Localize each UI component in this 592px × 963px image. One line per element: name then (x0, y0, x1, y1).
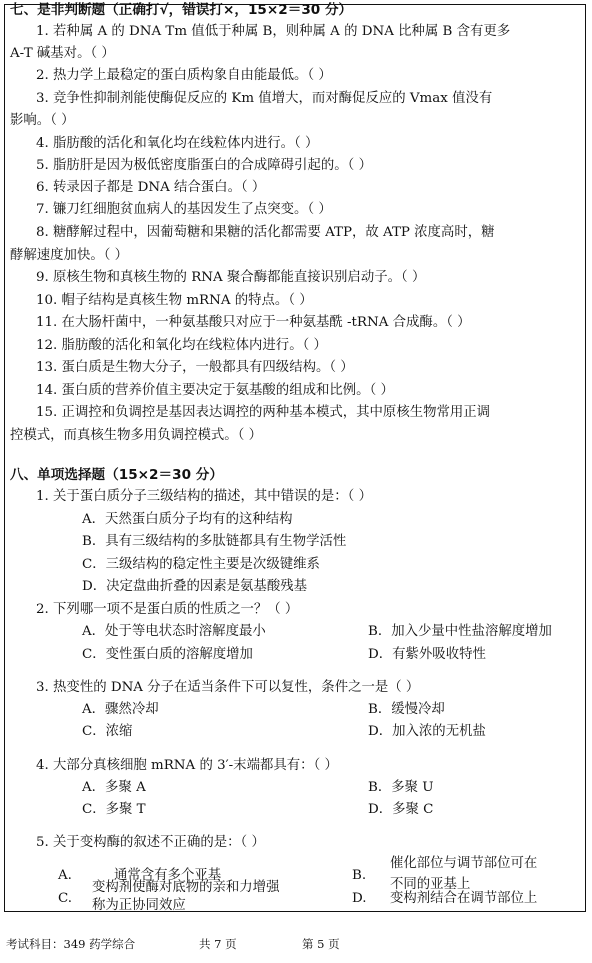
mc-q5-option-b-letter: B. (352, 868, 367, 883)
mc-q2-option-a: A．处于等电状态时溶解度最小 (82, 624, 266, 639)
tf-item-5: 5. 脂肪肝是因为极低密度脂蛋白的合成障碍引起的。（ ） (36, 158, 372, 173)
mc-q1-option-b: B．具有三级结构的多肽链都具有生物学活性 (82, 534, 347, 549)
mc-q4-option-d: D．多聚 C (368, 802, 434, 817)
tf-item-3-line-1: 3. 竞争性抑制剂能使酶促反应的 Km 值增大，而对酶促反应的 Vmax 值没有 (36, 91, 493, 106)
tf-item-12: 12. 脂肪酸的活化和氧化均在线粒体内进行。（ ） (36, 338, 327, 353)
tf-item-8-line-1: 8. 糖酵解过程中，因葡萄糖和果糖的活化都需要 ATP，故 ATP 浓度高时，糖 (36, 225, 495, 240)
mc-q5-option-a-text: 通常含有多个亚基 (114, 868, 222, 883)
tf-item-15-line-2: 控模式，而真核生物多用负调控模式。（ ） (10, 428, 262, 443)
mc-q3-option-c: C．浓缩 (82, 724, 133, 739)
mc-q2-option-c: C．变性蛋白质的溶解度增加 (82, 647, 253, 662)
mc-q1-option-c: C．三级结构的稳定性主要是次级键维系 (82, 557, 320, 572)
tf-item-1-line-2: A-T 碱基对。（ ） (10, 46, 115, 61)
mc-q5-option-b-text-2: 不同的亚基上 (390, 877, 471, 892)
mc-q5-option-c-text-2: 称为正协同效应 (92, 898, 186, 913)
tf-item-9: 9. 原核生物和真核生物的 RNA 聚合酶都能直接识别启动子。（ ） (36, 270, 426, 285)
mc-q3-stem: 3. 热变性的 DNA 分子在适当条件下可以复性，条件之一是（ ） (36, 680, 420, 695)
tf-item-11: 11. 在大肠杆菌中，一种氨基酸只对应于一种氨基酰 -tRNA 合成酶。（ ） (36, 315, 471, 330)
footer-page-number: 第 5 页 (302, 937, 340, 951)
section-8-title: 八、单项选择题（15×2＝30 分） (10, 467, 223, 483)
footer-total-pages: 共 7 页 (199, 937, 237, 951)
tf-item-8-line-2: 酵解速度加快。（ ） (10, 248, 129, 263)
tf-item-3-line-2: 影响。（ ） (10, 113, 75, 128)
mc-q5-stem: 5. 关于变构酶的叙述不正确的是：（ ） (36, 835, 265, 850)
mc-q4-stem: 4. 大部分真核细胞 mRNA 的 3′-末端都具有：（ ） (36, 758, 338, 773)
tf-item-2: 2. 热力学上最稳定的蛋白质构象自由能最低。（ ） (36, 68, 332, 83)
tf-item-1-line-1: 1. 若种属 A 的 DNA Tm 值低于种属 B，则种属 A 的 DNA 比种属 B 含有更多 (36, 24, 511, 39)
tf-item-7: 7. 镰刀红细胞贫血病人的基因发生了点突变。（ ） (36, 202, 332, 217)
mc-q3-option-d: D．加入浓的无机盐 (368, 724, 486, 739)
mc-q4-option-a: A．多聚 A (82, 780, 146, 795)
mc-q2-option-d: D．有紫外吸收特性 (368, 647, 486, 662)
mc-q4-option-c: C．多聚 T (82, 802, 146, 817)
tf-item-4: 4. 脂肪酸的活化和氧化均在线粒体内进行。（ ） (36, 136, 319, 151)
mc-q5-option-c-letter: C. (58, 891, 73, 906)
tf-item-14: 14. 蛋白质的营养价值主要决定于氨基酸的组成和比例。（ ） (36, 383, 394, 398)
mc-q1-stem: 1. 关于蛋白质分子三级结构的描述，其中错误的是：（ ） (36, 489, 372, 504)
tf-item-10: 10. 帽子结构是真核生物 mRNA 的特点。（ ） (36, 293, 313, 308)
mc-q1-option-d: D．决定盘曲折叠的因素是氨基酸残基 (82, 579, 307, 594)
footer-subject: 考试科目：349 药学综合 (6, 937, 136, 951)
tf-item-13: 13. 蛋白质是生物大分子，一般都具有四级结构。（ ） (36, 360, 354, 375)
mc-q5-option-c-text-1: 变构剂使酶对底物的亲和力增强 (92, 880, 280, 895)
section-7-title: 七、是非判断题（正确打√，错误打×，15×2＝30 分） (10, 2, 353, 18)
tf-item-6: 6. 转录因子都是 DNA 结合蛋白。（ ） (36, 180, 266, 195)
mc-q3-option-a: A．骤然冷却 (82, 702, 159, 717)
mc-q2-stem: 2. 下列哪一项不是蛋白质的性质之一？（ ） (36, 602, 299, 617)
mc-q1-option-a: A．天然蛋白质分子均有的这种结构 (82, 512, 293, 527)
tf-item-15-line-1: 15. 正调控和负调控是基因表达调控的两种基本模式，其中原核生物常用正调 (36, 405, 491, 420)
mc-q4-option-b: B．多聚 U (368, 780, 434, 795)
mc-q2-option-b: B．加入少量中性盐溶解度增加 (368, 624, 552, 639)
mc-q5-option-d-text: 变构剂结合在调节部位上 (390, 891, 538, 906)
mc-q5-option-d-letter: D. (352, 891, 367, 906)
mc-q5-option-a-letter: A. (58, 868, 72, 883)
mc-q5-option-b-text-1: 催化部位与调节部位可在 (390, 856, 538, 871)
mc-q3-option-b: B．缓慢冷却 (368, 702, 445, 717)
